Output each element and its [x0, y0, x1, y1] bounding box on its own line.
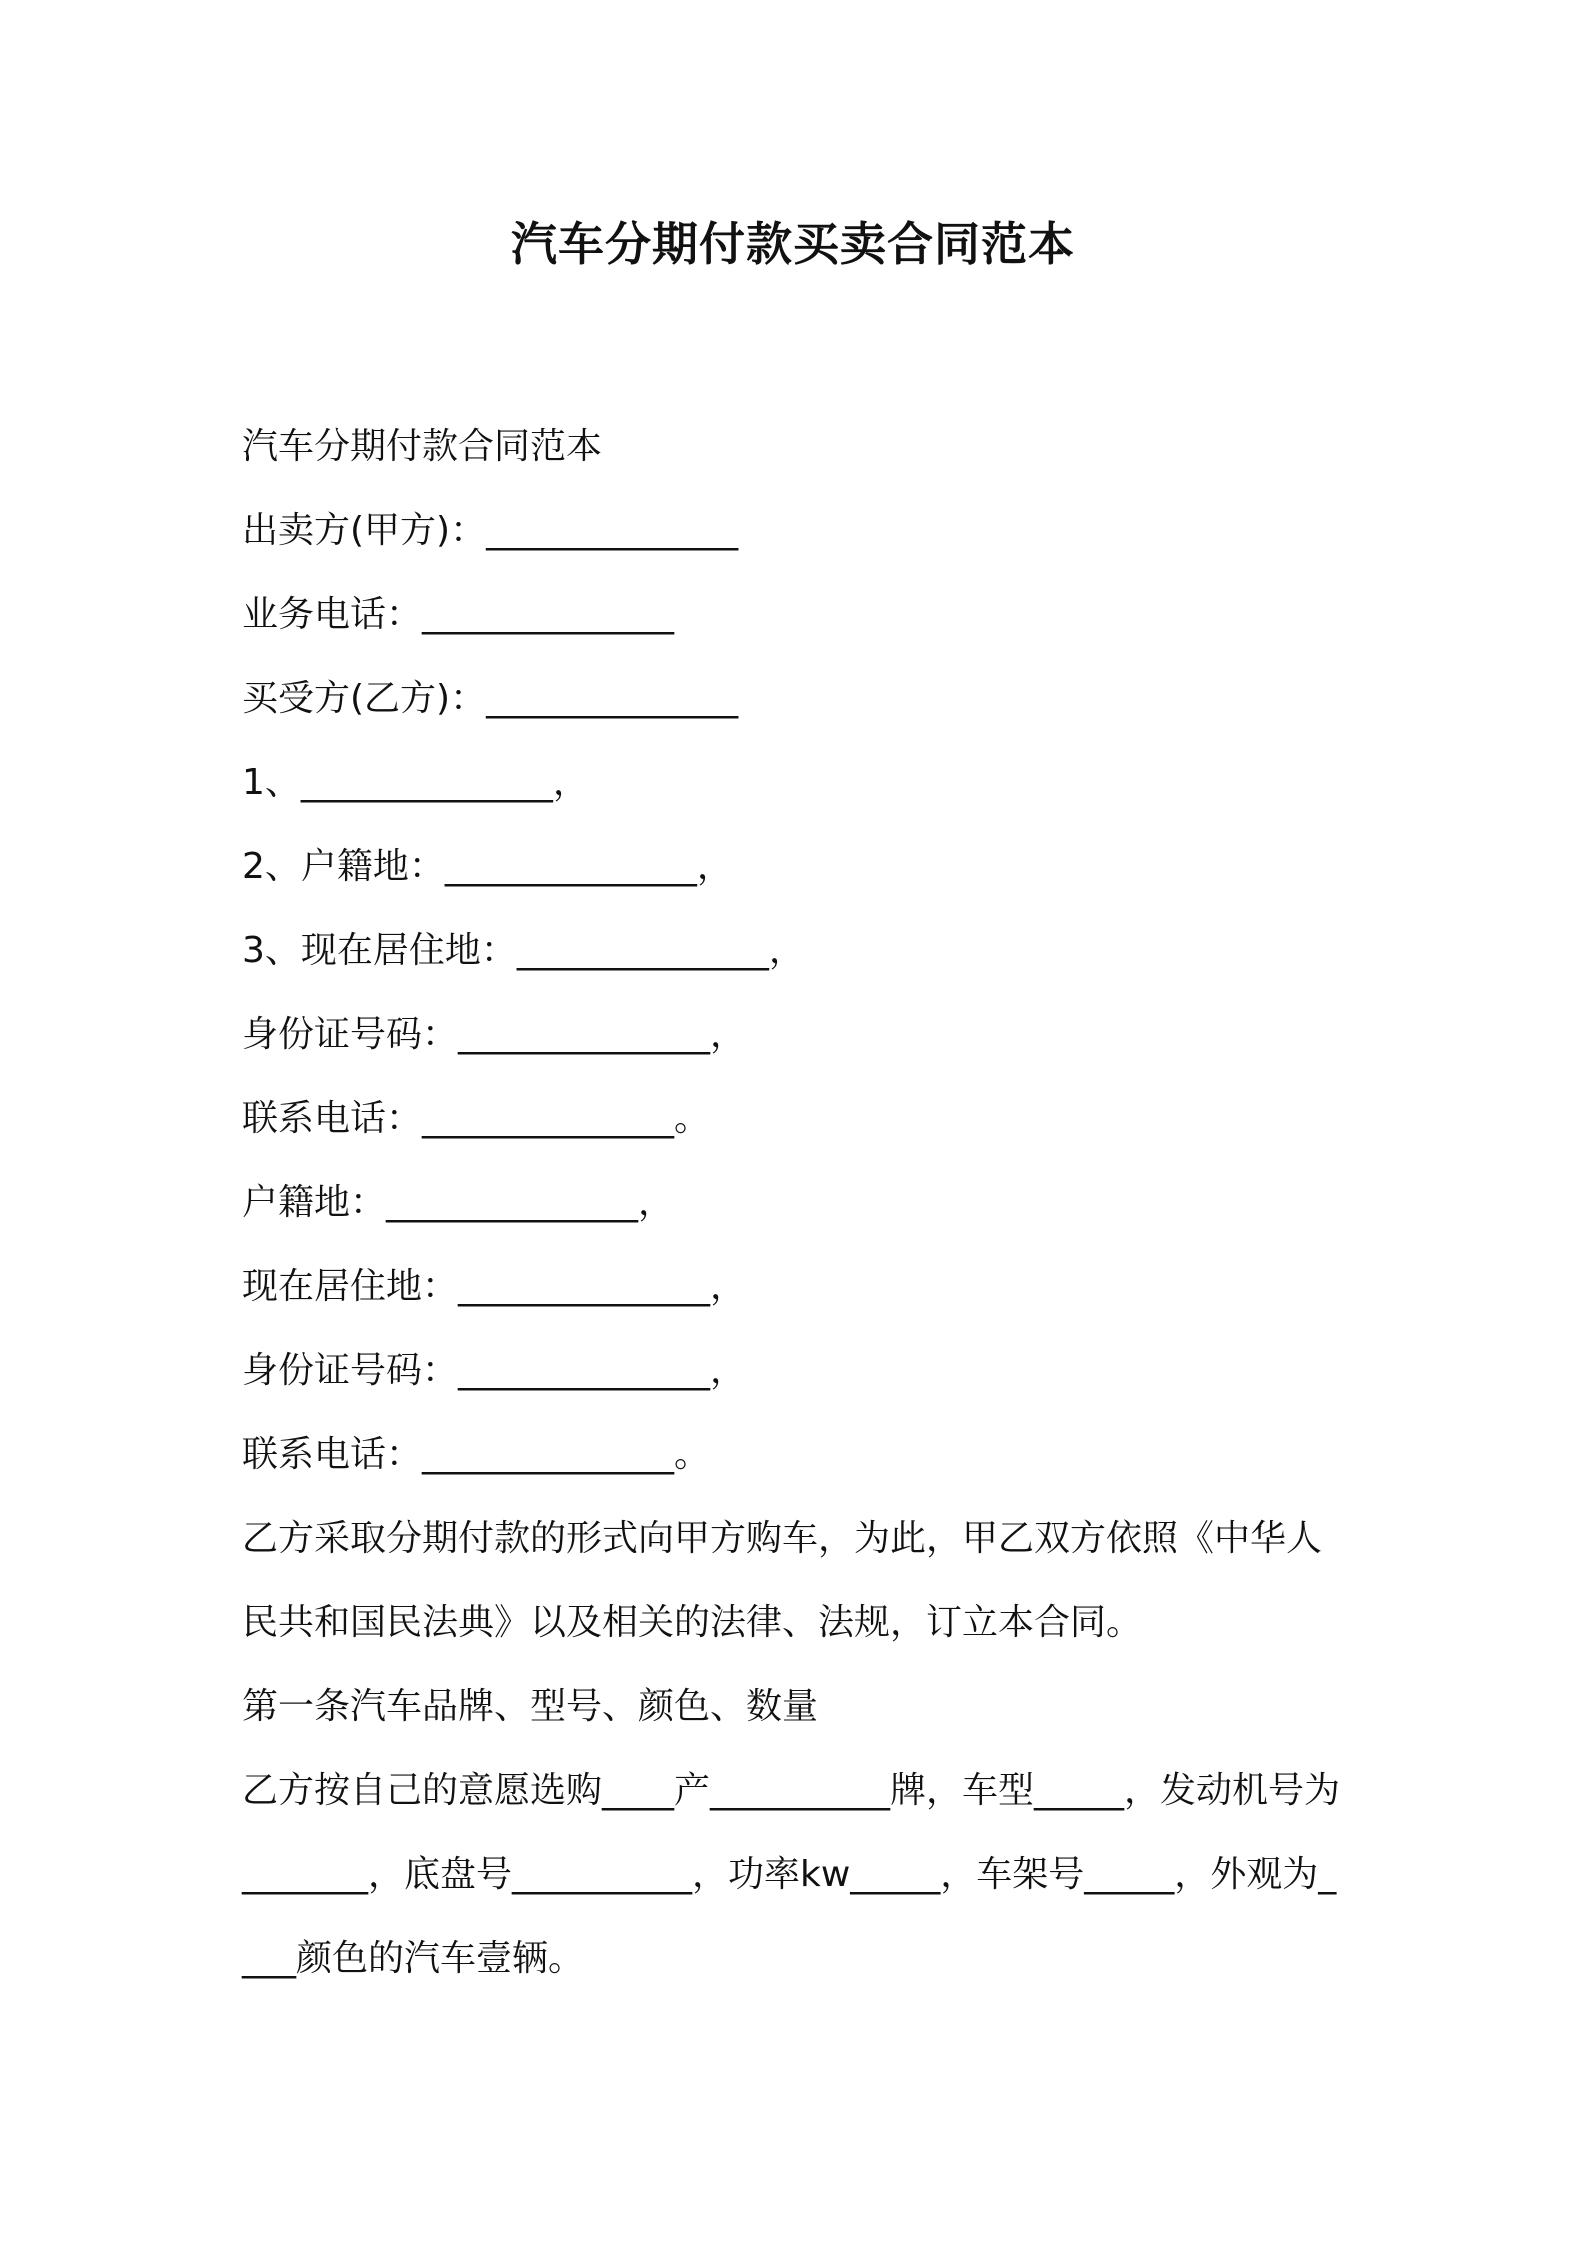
document-title: 汽车分期付款买卖合同范本 [511, 217, 1075, 271]
subtitle-line: 汽车分期付款合同范本 [242, 426, 603, 467]
domicile-line: 户籍地：______________， [242, 1182, 675, 1223]
residence-line: 现在居住地：______________， [242, 1266, 747, 1307]
business-phone-line: 业务电话：______________ [242, 594, 675, 635]
intro-paragraph: 乙方采取分期付款的形式向甲方购车，为此，甲乙双方依照《中华人民共和国民法典》以及相关的法律、法规，订立本合同。 [242, 1518, 1323, 1643]
article-1-text: 乙方按自己的意愿选购____产__________牌，车型_____，发动机号为_______，底盘号__________，功率kw_____，车架号_____，外观为____颜色的汽车壹辆。 [242, 1770, 1341, 1979]
document-body [242, 405, 1352, 2001]
id-number-line: 身份证号码：______________， [242, 1014, 747, 1055]
contact-phone-line-2: 联系电话：______________。 [242, 1434, 711, 1475]
buyer-item-3-residence: 3、现在居住地：______________， [242, 930, 805, 971]
buyer-item-2-domicile: 2、户籍地：______________， [242, 846, 733, 887]
buyer-item-1: 1、______________， [242, 762, 589, 803]
seller-line: 出卖方(甲方)：______________ [242, 510, 739, 551]
id-number-line-2: 身份证号码：______________， [242, 1350, 747, 1391]
buyer-line: 买受方(乙方)：______________ [242, 678, 739, 719]
article-1-heading: 第一条汽车品牌、型号、颜色、数量 [242, 1686, 819, 1727]
contact-phone-line: 联系电话：______________。 [242, 1098, 711, 1139]
